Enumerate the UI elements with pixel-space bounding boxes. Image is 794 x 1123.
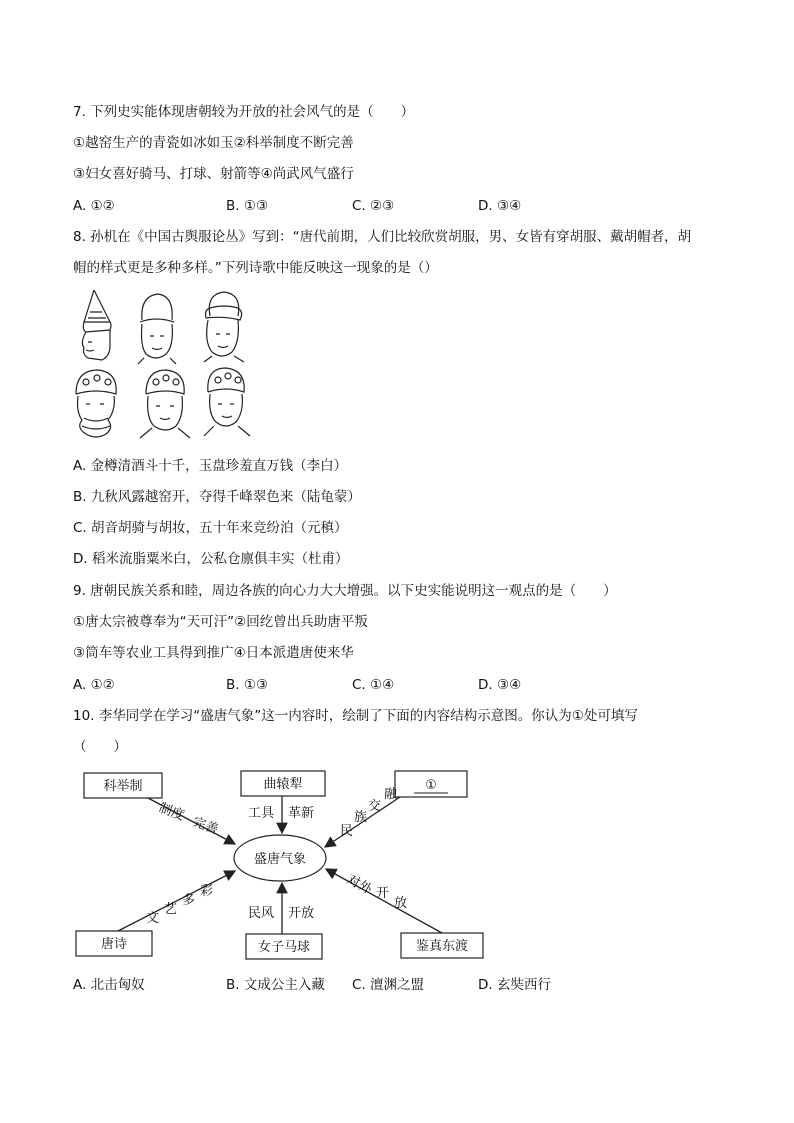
label-cai: 彩 [200, 884, 214, 899]
q9-option-d: D. ③④ [478, 677, 522, 693]
structure-diagram [70, 765, 500, 965]
hat-figure-4 [76, 370, 116, 437]
hat-figure-3 [204, 292, 244, 362]
q7-statement-line1: ①越窑生产的青瓷如冰如玉②科举制度不断完善 [73, 135, 354, 151]
q7-option-c: C. ②③ [352, 198, 395, 214]
q8-option-a: A. 金樽清酒斗十千，玉盘珍羞直万钱（李白） [73, 458, 348, 474]
hat-figure-1 [82, 290, 111, 360]
q10-option-d: D. 玄奘西行 [478, 977, 551, 993]
box-quyuanli-label: 曲辕犁 [263, 777, 303, 792]
box-jianzhen-label: 鉴真东渡 [415, 939, 469, 954]
hat-figure-5 [140, 370, 190, 438]
q9-statement-line1: ①唐太宗被尊奉为“天可汗”②回纥曾出兵助唐平叛 [73, 614, 368, 630]
q8-stem-line1: 8. 孙机在《中国古舆服论丛》写到：“唐代前期，人们比较欣赏胡服，男、女皆有穿胡服、戴胡帽者，胡 [73, 229, 692, 245]
label-minfeng: 民风 [248, 906, 275, 921]
box-blank-label: ① [425, 778, 437, 793]
q7-statement-line2: ③妇女喜好骑马、打球、射箭等④尚武风气盛行 [73, 166, 354, 182]
label-kai: 开 [376, 886, 390, 901]
arrow-jianzhen [326, 869, 442, 933]
label-min: 民 [340, 824, 354, 839]
q8-option-c: C. 胡音胡骑与胡妆，五十年来竞纷泊（元稹） [73, 520, 348, 536]
q9-option-c: C. ①④ [352, 677, 395, 693]
label-wanshan: 完善 [190, 814, 221, 838]
box-tangshi-label: 唐诗 [100, 937, 128, 952]
label-fang: 放 [394, 896, 408, 911]
q10-option-a: A. 北击匈奴 [73, 977, 145, 993]
q7-option-a: A. ①② [73, 198, 115, 214]
q10-stem-line2: （ ） [73, 739, 127, 755]
label-gongju: 工具 [248, 806, 275, 821]
q8-option-b: B. 九秋风露越窑开，夺得千峰翠色来（陆龟蒙） [73, 489, 361, 505]
label-rong: 融 [384, 787, 398, 802]
label-wen: 文 [146, 911, 160, 926]
q7-stem: 7. 下列史实能体现唐朝较为开放的社会风气的是（ ） [73, 104, 415, 120]
q10-stem-line1: 10. 李华同学在学习“盛唐气象”这一内容时，绘制了下面的内容结构示意图。你认为①处可填写 [73, 708, 638, 724]
box-keju-label: 科举制 [103, 779, 143, 794]
q10-option-b: B. 文成公主入藏 [226, 977, 325, 993]
label-gexin: 革新 [288, 806, 315, 821]
center-label: 盛唐气象 [253, 852, 307, 867]
q10-option-c: C. 澶渊之盟 [352, 977, 425, 993]
q7-option-b: B. ①③ [226, 198, 269, 214]
q9-stem: 9. 唐朝民族关系和睦，周边各族的向心力大大增强。以下史实能说明这一观点的是（ ） [73, 583, 617, 599]
label-duo: 多 [182, 893, 196, 908]
hat-figure-2 [138, 294, 176, 364]
label-zu: 族 [354, 810, 368, 825]
hat-figure-6 [204, 368, 250, 436]
label-zhidu: 制度 [156, 800, 187, 824]
arrow-tangshi [118, 871, 235, 931]
q8-option-d: D. 稻米流脂粟米白，公私仓廪俱丰实（杜甫） [73, 551, 349, 567]
label-jiao: 交 [368, 799, 382, 814]
label-yi: 艺 [164, 902, 178, 917]
q9-option-b: B. ①③ [226, 677, 269, 693]
q9-option-a: A. ①② [73, 677, 115, 693]
label-kaifang: 开放 [288, 906, 315, 921]
label-duiwai: 对外 [344, 872, 375, 898]
q8-stem-line2: 帽的样式更是多种多样。”下列诗歌中能反映这一现象的是（） [73, 260, 438, 276]
q9-statement-line2: ③筒车等农业工具得到推广④日本派遣唐使来华 [73, 645, 354, 661]
hu-hats-figure [72, 290, 257, 440]
box-nvzimaqiu-label: 女子马球 [257, 940, 311, 955]
q7-option-d: D. ③④ [478, 198, 522, 214]
